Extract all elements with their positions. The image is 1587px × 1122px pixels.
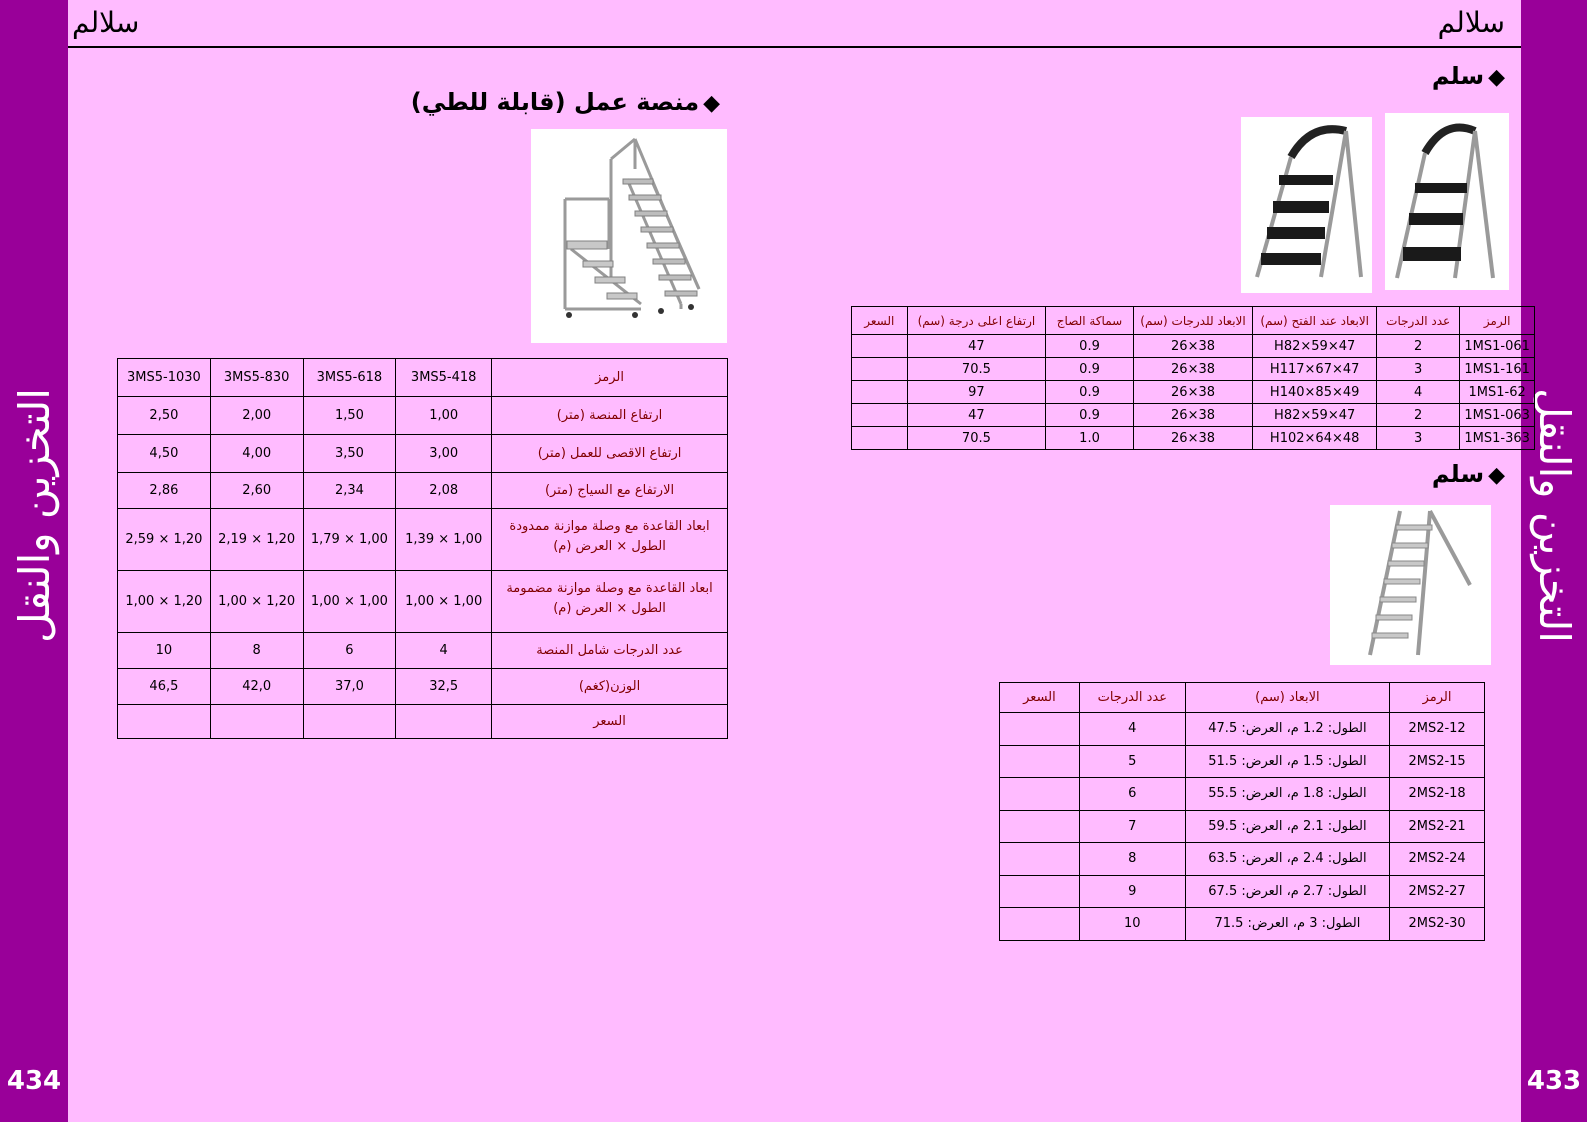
right-side-label: التخزين والنقل <box>1529 387 1579 643</box>
column-header: الرمز <box>492 359 728 397</box>
column-header: ارتفاع اعلى درجة (سم) <box>907 307 1046 335</box>
table-row <box>1000 810 1485 843</box>
value-cell: 1,00 × 1,79 <box>303 509 396 571</box>
value-cell: 1,20 × 2,59 <box>118 509 211 571</box>
row-label-text: ابعاد القاعدة مع وصلة موازنة مضمومة <box>506 581 713 596</box>
ladder1-table <box>851 306 1535 450</box>
ladder2-photo <box>1330 505 1491 665</box>
row-label-text: ارتفاع الاقصى للعمل (متر) <box>537 446 682 461</box>
value-cell: الطول: 1.5 م، العرض: 51.5 <box>1185 745 1389 778</box>
value-cell: 1,00 × 1,39 <box>396 509 492 571</box>
value-cell: 5 <box>1079 745 1185 778</box>
row-label <box>492 435 728 473</box>
left-page-number: 434 <box>6 1066 62 1096</box>
value-cell: الطول: 2.7 م، العرض: 67.5 <box>1185 875 1389 908</box>
table-row <box>118 705 728 739</box>
value-cell: 37,0 <box>303 669 396 705</box>
value-cell: 6 <box>1079 778 1185 811</box>
value-cell: 1MS1-161 <box>1460 358 1535 381</box>
row-label-text: ارتفاع المنصة (متر) <box>556 408 663 423</box>
value-cell: الطول: 1.8 م، العرض: 55.5 <box>1185 778 1389 811</box>
table-row <box>118 359 728 397</box>
value-cell: 2,86 <box>118 473 211 509</box>
row-label <box>492 705 728 739</box>
value-cell: 2,08 <box>396 473 492 509</box>
value-cell: 1MS1-061 <box>1460 335 1535 358</box>
value-cell: 4 <box>1079 713 1185 746</box>
value-cell: 48×64×H102 <box>1253 427 1377 450</box>
value-cell: 1MS1-063 <box>1460 404 1535 427</box>
value-cell: 2MS2-24 <box>1390 843 1485 876</box>
value-cell: 2 <box>1377 404 1460 427</box>
diamond-icon: ◆ <box>1488 65 1505 90</box>
ladder2-table <box>999 682 1485 941</box>
value-cell: 9 <box>1079 875 1185 908</box>
aluminium-ladder-icon <box>1330 505 1491 665</box>
value-cell: الطول: 3 م، العرض: 71.5 <box>1185 908 1389 941</box>
model-code-cell: 3MS5-618 <box>303 359 396 397</box>
value-cell: 7 <box>1079 810 1185 843</box>
model-code-cell: 3MS5-418 <box>396 359 492 397</box>
value-cell: 4 <box>396 633 492 669</box>
value-cell <box>303 705 396 739</box>
rolling-platform-ladder-icon <box>531 129 727 343</box>
value-cell: 47×59×H82 <box>1253 404 1377 427</box>
row-label <box>492 473 728 509</box>
row-label-subtext: الطول × العرض (م) <box>553 539 666 554</box>
column-header: عدد الدرجات <box>1377 307 1460 335</box>
column-header: الابعاد (سم) <box>1185 683 1389 713</box>
value-cell <box>1000 713 1080 746</box>
value-cell: 2MS2-27 <box>1390 875 1485 908</box>
column-header: السعر <box>852 307 908 335</box>
value-cell: 0.9 <box>1046 358 1134 381</box>
value-cell <box>396 705 492 739</box>
platform-section-title: ◆منصة عمل (قابلة للطي) <box>410 88 720 116</box>
diamond-icon: ◆ <box>1488 463 1505 488</box>
value-cell: 32,5 <box>396 669 492 705</box>
row-label <box>492 669 728 705</box>
value-cell: 1MS1-62 <box>1460 381 1535 404</box>
value-cell: 1,00 × 1,00 <box>303 571 396 633</box>
value-cell: 0.9 <box>1046 381 1134 404</box>
value-cell: 6 <box>303 633 396 669</box>
value-cell <box>1000 810 1080 843</box>
header-rule <box>68 46 1521 48</box>
value-cell <box>852 404 908 427</box>
value-cell <box>852 381 908 404</box>
table-row <box>1000 683 1485 713</box>
step-ladder-icon <box>1385 113 1509 290</box>
row-label <box>492 571 728 633</box>
value-cell: 3 <box>1377 358 1460 381</box>
platform-photo <box>531 129 727 343</box>
table-row <box>852 307 1535 335</box>
ladder1-photo-b <box>1241 117 1372 293</box>
table-row <box>852 427 1535 450</box>
ladder1-photo-a <box>1385 113 1509 290</box>
diamond-icon: ◆ <box>703 91 720 116</box>
row-label-text: الارتفاع مع السياج (متر) <box>544 483 675 498</box>
value-cell: 8 <box>1079 843 1185 876</box>
value-cell: 47×59×H82 <box>1253 335 1377 358</box>
value-cell: الطول: 1.2 م، العرض: 47.5 <box>1185 713 1389 746</box>
value-cell: 47 <box>907 335 1046 358</box>
value-cell: 2MS2-15 <box>1390 745 1485 778</box>
value-cell: 2,34 <box>303 473 396 509</box>
value-cell: 4 <box>1377 381 1460 404</box>
ladder2-section-title: ◆سلم <box>1431 460 1505 488</box>
column-header: السعر <box>1000 683 1080 713</box>
row-label <box>492 509 728 571</box>
row-label-subtext: الطول × العرض (م) <box>553 601 666 616</box>
right-page-number: 433 <box>1526 1066 1582 1096</box>
value-cell: 10 <box>1079 908 1185 941</box>
row-label-text: عدد الدرجات شامل المنصة <box>536 643 683 658</box>
table-row <box>1000 778 1485 811</box>
value-cell: 47 <box>907 404 1046 427</box>
value-cell: 3,00 <box>396 435 492 473</box>
value-cell: 3,50 <box>303 435 396 473</box>
table-row <box>118 571 728 633</box>
right-header-title: سلالم <box>1437 6 1505 39</box>
value-cell: 70.5 <box>907 427 1046 450</box>
value-cell: 38×26 <box>1133 358 1253 381</box>
value-cell <box>1000 778 1080 811</box>
value-cell: 2,50 <box>118 397 211 435</box>
table-row <box>1000 713 1485 746</box>
table-row <box>1000 875 1485 908</box>
value-cell: 1,00 <box>396 397 492 435</box>
value-cell <box>1000 745 1080 778</box>
value-cell <box>1000 843 1080 876</box>
model-code-cell: 3MS5-1030 <box>118 359 211 397</box>
left-side-band <box>0 0 68 1122</box>
value-cell <box>1000 908 1080 941</box>
value-cell: 1,20 × 2,19 <box>210 509 303 571</box>
value-cell: 38×26 <box>1133 427 1253 450</box>
value-cell <box>852 427 908 450</box>
value-cell: 0.9 <box>1046 335 1134 358</box>
value-cell <box>118 705 211 739</box>
table-row <box>852 404 1535 427</box>
table-row <box>118 509 728 571</box>
value-cell <box>1000 875 1080 908</box>
row-label-text: السعر <box>593 714 626 729</box>
left-header-title: سلالم <box>72 6 140 39</box>
column-header: الرمز <box>1390 683 1485 713</box>
value-cell: 4,50 <box>118 435 211 473</box>
value-cell: 1,00 × 1,00 <box>396 571 492 633</box>
value-cell <box>852 335 908 358</box>
value-cell: 1,50 <box>303 397 396 435</box>
column-header: عدد الدرجات <box>1079 683 1185 713</box>
table-row <box>1000 745 1485 778</box>
row-label-text: الوزن(كغم) <box>578 679 641 694</box>
column-header: سماكة الصاج <box>1046 307 1134 335</box>
table-row <box>118 397 728 435</box>
step-ladder-icon <box>1241 117 1372 293</box>
value-cell: 1,20 × 1,00 <box>118 571 211 633</box>
value-cell: 38×26 <box>1133 335 1253 358</box>
value-cell: 2MS2-21 <box>1390 810 1485 843</box>
table-row <box>118 669 728 705</box>
value-cell: 4,00 <box>210 435 303 473</box>
table-row <box>852 335 1535 358</box>
table-row <box>852 381 1535 404</box>
value-cell <box>852 358 908 381</box>
value-cell <box>210 705 303 739</box>
value-cell: 47×67×H117 <box>1253 358 1377 381</box>
left-side-label: التخزين والنقل <box>9 387 59 643</box>
column-header: الرمز <box>1460 307 1535 335</box>
value-cell: 2MS2-12 <box>1390 713 1485 746</box>
row-label <box>492 397 728 435</box>
value-cell: 70.5 <box>907 358 1046 381</box>
value-cell: 38×26 <box>1133 381 1253 404</box>
value-cell: 2,00 <box>210 397 303 435</box>
value-cell: 10 <box>118 633 211 669</box>
value-cell: 1.0 <box>1046 427 1134 450</box>
value-cell: 8 <box>210 633 303 669</box>
ladder1-section-title: ◆سلم <box>1431 62 1505 90</box>
value-cell: 1MS1-363 <box>1460 427 1535 450</box>
value-cell: الطول: 2.4 م، العرض: 63.5 <box>1185 843 1389 876</box>
value-cell: الطول: 2.1 م، العرض: 59.5 <box>1185 810 1389 843</box>
value-cell: 2MS2-18 <box>1390 778 1485 811</box>
model-code-cell: 3MS5-830 <box>210 359 303 397</box>
value-cell: 2MS2-30 <box>1390 908 1485 941</box>
value-cell: 49×85×H140 <box>1253 381 1377 404</box>
platform-table <box>117 358 728 739</box>
table-row <box>118 473 728 509</box>
row-label <box>492 633 728 669</box>
value-cell: 3 <box>1377 427 1460 450</box>
table-row <box>1000 908 1485 941</box>
value-cell: 2,60 <box>210 473 303 509</box>
value-cell: 2 <box>1377 335 1460 358</box>
column-header: الابعاد للدرجات (سم) <box>1133 307 1253 335</box>
table-row <box>1000 843 1485 876</box>
value-cell: 42,0 <box>210 669 303 705</box>
column-header: الابعاد عند الفتح (سم) <box>1253 307 1377 335</box>
table-row <box>118 435 728 473</box>
value-cell: 1,20 × 1,00 <box>210 571 303 633</box>
table-row <box>118 633 728 669</box>
value-cell: 97 <box>907 381 1046 404</box>
value-cell: 38×26 <box>1133 404 1253 427</box>
right-side-band <box>1521 0 1587 1122</box>
row-label-text: ابعاد القاعدة مع وصلة موازنة ممدودة <box>509 519 710 534</box>
value-cell: 0.9 <box>1046 404 1134 427</box>
value-cell: 46,5 <box>118 669 211 705</box>
table-row <box>852 358 1535 381</box>
